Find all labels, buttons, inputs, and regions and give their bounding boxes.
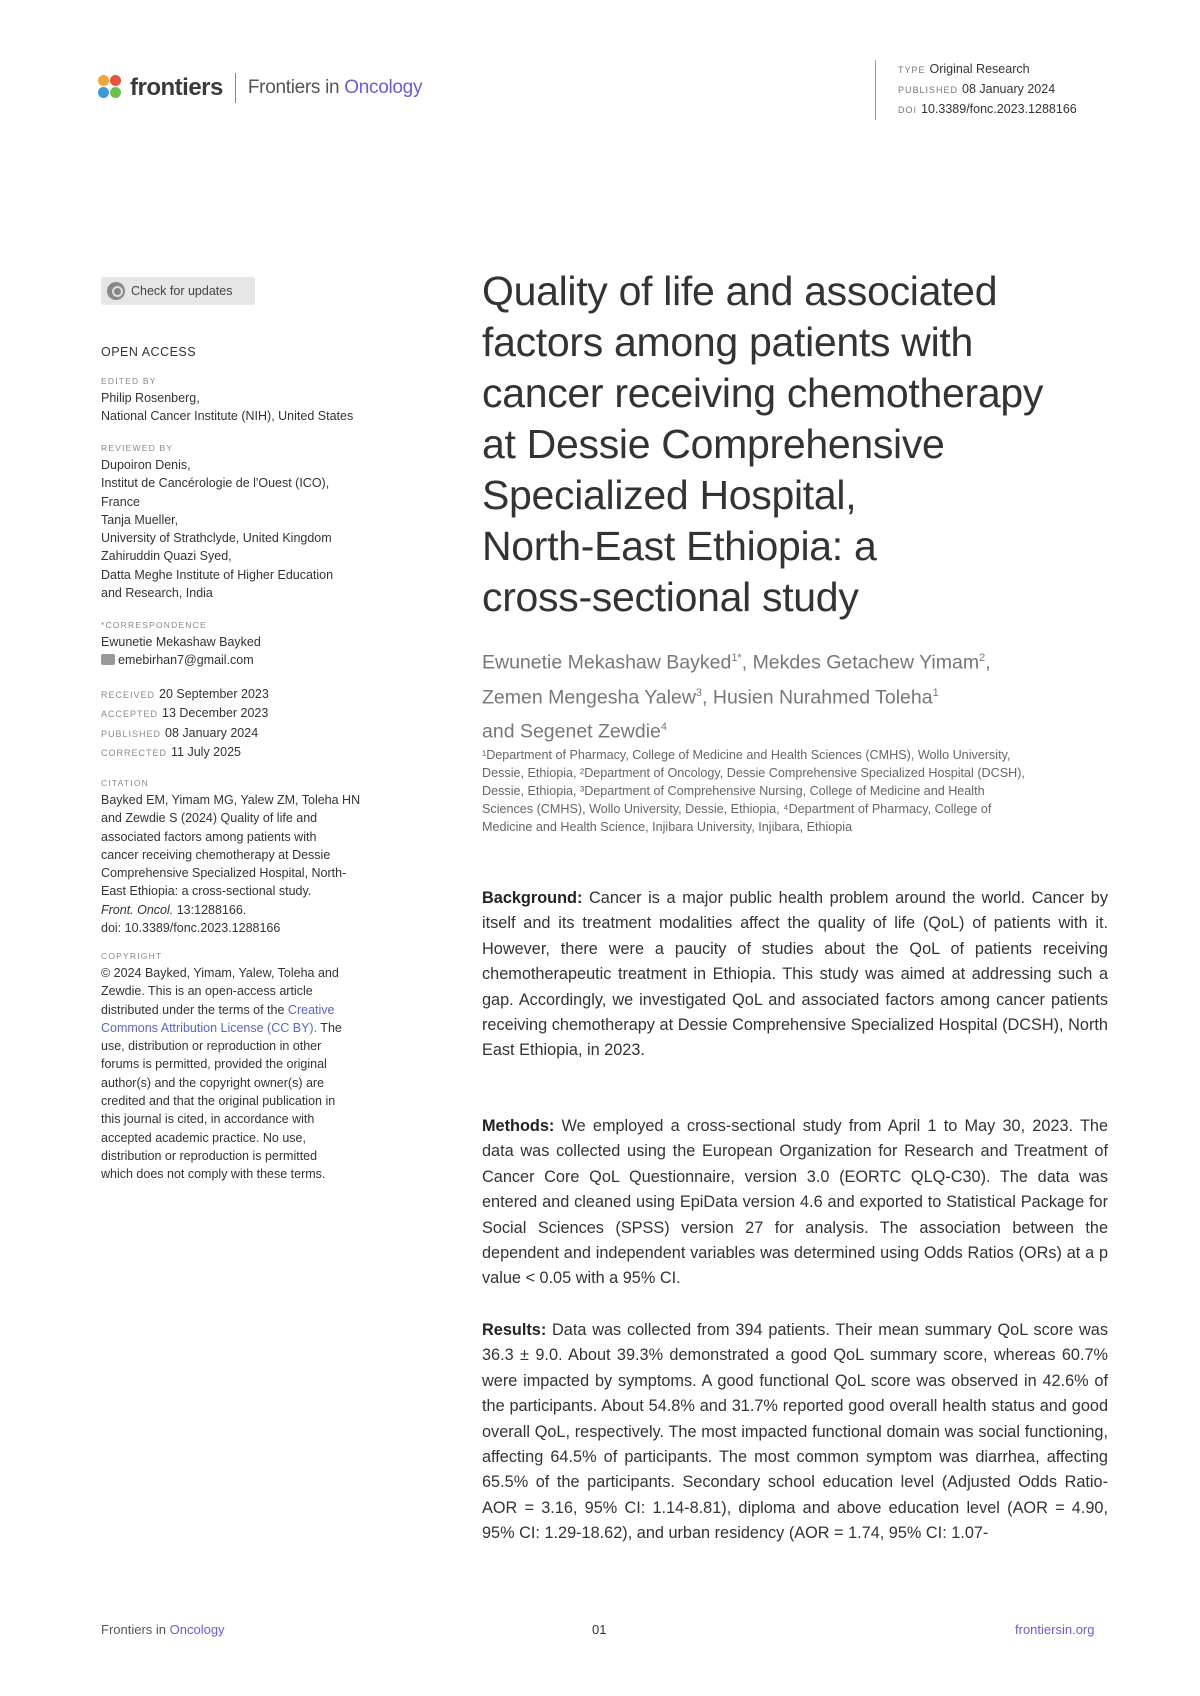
- page-number: 01: [592, 1622, 607, 1637]
- check-for-updates-button[interactable]: Check for updates: [101, 277, 255, 305]
- author-list: Ewunetie Mekashaw Bayked$^{1*}$, Mekdes Getachew Yimam$^2$, Zemen Mengesha Yalew$^3$, Husien Nurahmed Toleha$^1$ and Segenet Zewdie$^4$: [482, 651, 991, 743]
- date-received: RECEIVED 20 September 2023: [101, 687, 269, 701]
- author: Mekdes Getachew Yimam: [752, 651, 980, 674]
- journal-name: Frontiers in Oncology: [247, 77, 423, 98]
- date-published: PUBLISHED 08 January 2024: [101, 725, 259, 740]
- author: and Segenet Zewdie: [482, 720, 661, 743]
- abstract-results: Results: Data was collected from 394 patients. Their mean summary QoL score was 36.3 ± 9.0. About 39.3% demonstrated a good QoL summary score, whereas 60.7% were impacted by symptoms. A good functional QoL score was observed in 42.6% of the participants. About 54.8% and 31.7% reported good overall health status and good overall QoL, respectively. The most impacted functional domain was social functioning, affecting 64.5% of participants. The most common symptom was diarrhea, affecting 65.5% of the participants. Secondary school education level (Adjusted Odds Ratio-AOR = 3.16, 95% CI: 1.14-8.81), diploma and above education level (AOR = 4.90, 95% CI: 1.29-18.62), and urban residency (AOR = 1.74, 95% CI: 1.07-: [482, 1321, 1108, 1543]
- correspondence-section: *CORRESPONDENCE Ewunetie Mekashaw Bayked emebirhan7@gmail.com: [101, 617, 401, 670]
- update-check-icon: [107, 282, 125, 300]
- edited-by-section: EDITED BY Philip Rosenberg, National Cancer Institute (NIH), United States: [101, 376, 354, 424]
- abstract-background: Background: Cancer is a major public health problem around the world. Cancer by itself and its treatment modalities affect the quality of life (QoL) of patients with it. However, there were a paucity of studies about the QoL of patients receiving chemotherapeutic treatment in Ethiopia. This study was aimed at addressing such a gap. Accordingly, we investigated QoL and associated factors among cancer patients receiving chemotherapy at Dessie Comprehensive Specialized Hospital (DCSH), North East Ethiopia, in 2023.: [482, 889, 1108, 1060]
- frontiers-logo: [98, 70, 422, 106]
- correspondence-email[interactable]: emebirhan7@gmail.com: [101, 651, 401, 669]
- logo-divider: [235, 73, 236, 103]
- article-title: Quality of life and associated factors among patients with cancer receiving chemotherapy at Dessie Comprehensive Specialized Hospital, North-East Ethiopia: a cross-sectional study: [482, 268, 1044, 620]
- citation-section: CITATION Bayked EM, Yimam MG, Yalew ZM, Toleha HN and Zewdie S (2024) Quality of life and associated factors among patients with cancer receiving chemotherapy at Dessie Comprehensive Specialized Hospital, North- East Ethiopia: a cross-sectional study. Front. Oncol. 13:1288166. doi: 10.3389/fonc.2023.1288166: [101, 775, 401, 937]
- author: Zemen Mengesha Yalew: [482, 686, 696, 708]
- logo-wordmark: frontiers: [130, 74, 223, 101]
- abstract-methods: Methods: We employed a cross-sectional study from April 1 to May 30, 2023. The data was collected using the European Organization for Research and Treatment of Cancer Core QoL Questionnaire, version 3.0 (EORTC QLQ-C30). The data was entered and cleaned using EpiData version 4.6 and exported to Statistical Package for Social Sciences (SPSS) version 27 for analysis. The association between the dependent and independent variables was determined using Odds Ratios (ORs) at a p value < 0.05 with a 95% CI.: [482, 1117, 1108, 1288]
- cc-license-link[interactable]: Creative: [287, 1002, 335, 1017]
- copyright-section: COPYRIGHT © 2024 Bayked, Yimam, Yalew, Toleha and Zewdie. This is an open-access article distributed under the terms of the Creative Commons Attribution License (CC BY). The use, distribution or reproduction in other forums is permitted, provided the original author(s) and the copyright owner(s) are credited and that the original publication in this journal is cited, in accordance with accepted academic practice. No use, distribution or reproduction is permitted which does not comply with these terms.: [101, 951, 342, 1182]
- date-accepted: ACCEPTED 13 December 2023: [101, 706, 269, 721]
- open-access-label: OPEN ACCESS: [101, 345, 197, 359]
- meta-type: TYPE Original Research: [898, 62, 1030, 76]
- citation-doi[interactable]: doi: 10.3389/fonc.2023.1288166: [101, 921, 281, 936]
- article-meta: [875, 60, 1077, 120]
- footer-site-link[interactable]: frontiersin.org: [1015, 1622, 1095, 1637]
- affiliations: ¹Department of Pharmacy, College of Medicine and Health Sciences (CMHS), Wollo University, Dessie, Ethiopia, ²Department of Oncology, Dessie Comprehensive Specialized Hospital (DCSH), Dessie, Ethiopia, ³Department of Comprehensive Nursing, College of Medicine and Health Sciences (CMHS), Wollo University, Dessie, Ethiopia, ⁴Department of Pharmacy, College of Medicine and Health Science, Injibara University, Injibara, Ethiopia: [482, 748, 1025, 834]
- meta-published: PUBLISHED 08 January 2024: [898, 82, 1056, 96]
- dates-section: [101, 685, 401, 762]
- envelope-icon: [101, 654, 115, 665]
- cc-license-link-cont[interactable]: Commons Attribution License (CC BY).: [101, 1020, 318, 1035]
- reviewed-by-section: REVIEWED BY Dupoiron Denis, Institut de Cancérologie de l'Ouest (ICO), France Tanja Mueller, University of Strathclyde, United Kingdom Zahiruddin Quazi Syed, Datta Meghe Institute of Higher Education and Research, India: [101, 443, 334, 601]
- author: Ewunetie Mekashaw Bayked: [482, 651, 732, 674]
- date-corrected: CORRECTED 11 July 2025: [101, 744, 241, 759]
- footer-journal: Frontiers in Oncology: [101, 1622, 225, 1637]
- meta-doi[interactable]: DOI 10.3389/fonc.2023.1288166: [898, 102, 1077, 116]
- author: Husien Nurahmed Toleha: [712, 686, 933, 708]
- frontiers-logo-icon: [98, 75, 124, 101]
